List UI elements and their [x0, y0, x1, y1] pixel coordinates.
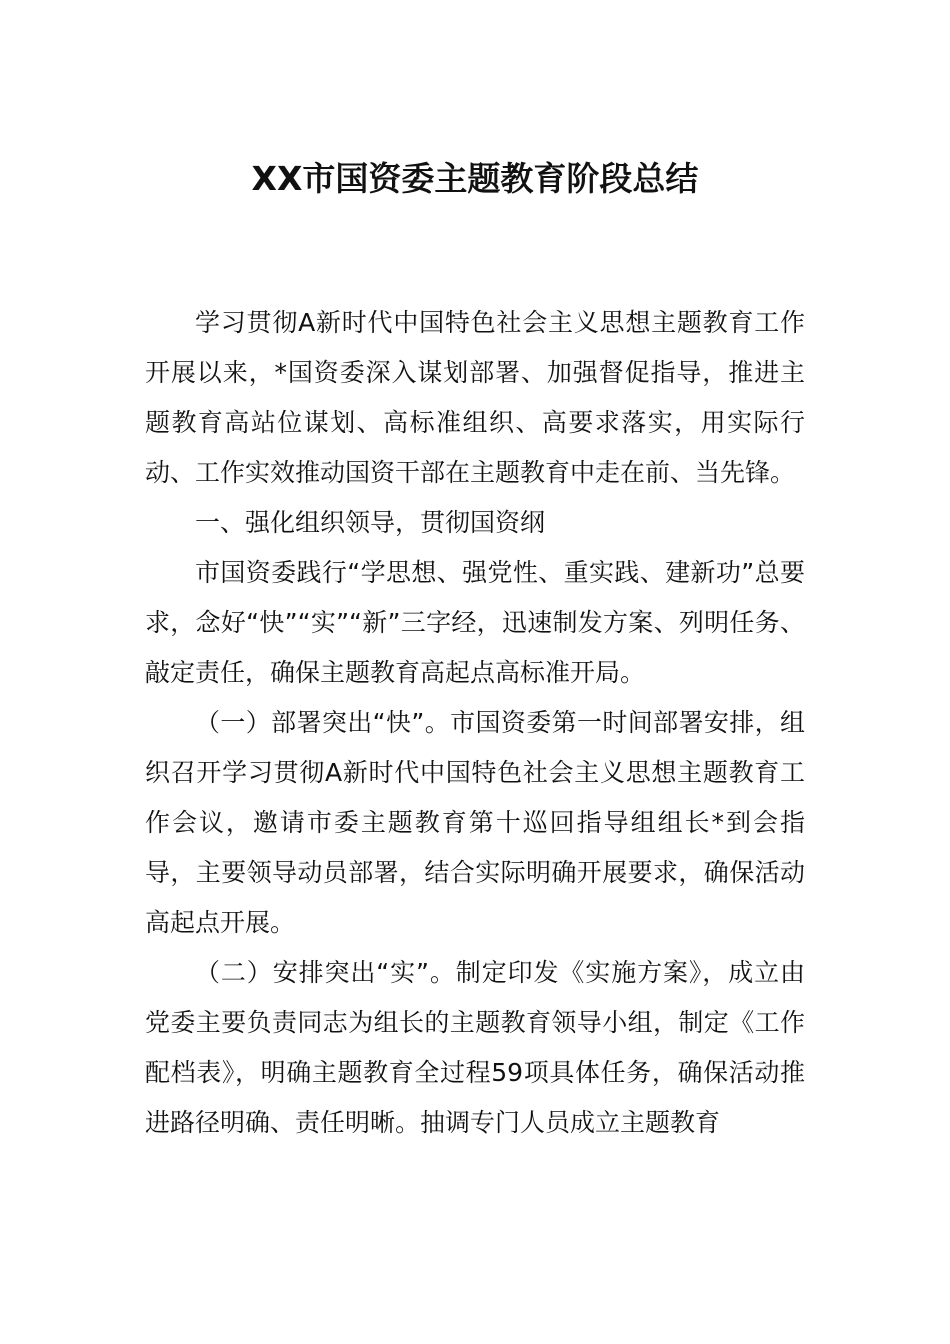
- paragraph-intro: 学习贯彻A新时代中国特色社会主义思想主题教育工作开展以来，*国资委深入谋划部署、加强督促指导，推进主题教育高站位谋划、高标准组织、高要求落实，用实际行动、工作实效推动国资干部在主题教育中走在前、当先锋。: [145, 308, 805, 487]
- section-heading-1: 一、强化组织领导，贯彻国资纲: [195, 508, 546, 537]
- paragraph-section-1: 市国资委践行“学思想、强党性、重实践、建新功”总要求，念好“快”“实”“新”三字经，迅速制发方案、列明任务、敲定责任，确保主题教育高起点高标准开局。: [145, 558, 805, 687]
- document-body: [145, 298, 805, 1148]
- paragraph-subsection-1: （一）部署突出“快”。市国资委第一时间部署安排，组织召开学习贯彻A新时代中国特色社会主义思想主题教育工作会议，邀请市委主题教育第十巡回指导组组长*到会指导，主要领导动员部署，结合实际明确开展要求，确保活动高起点开展。: [145, 708, 805, 937]
- document-title: XX市国资委主题教育阶段总结: [251, 159, 699, 198]
- paragraph-subsection-2: （二）安排突出“实”。制定印发《实施方案》，成立由党委主要负责同志为组长的主题教育领导小组，制定《工作配档表》，明确主题教育全过程59项具体任务，确保活动推进路径明确、责任明晰。抽调专门人员成立主题教育: [145, 958, 805, 1137]
